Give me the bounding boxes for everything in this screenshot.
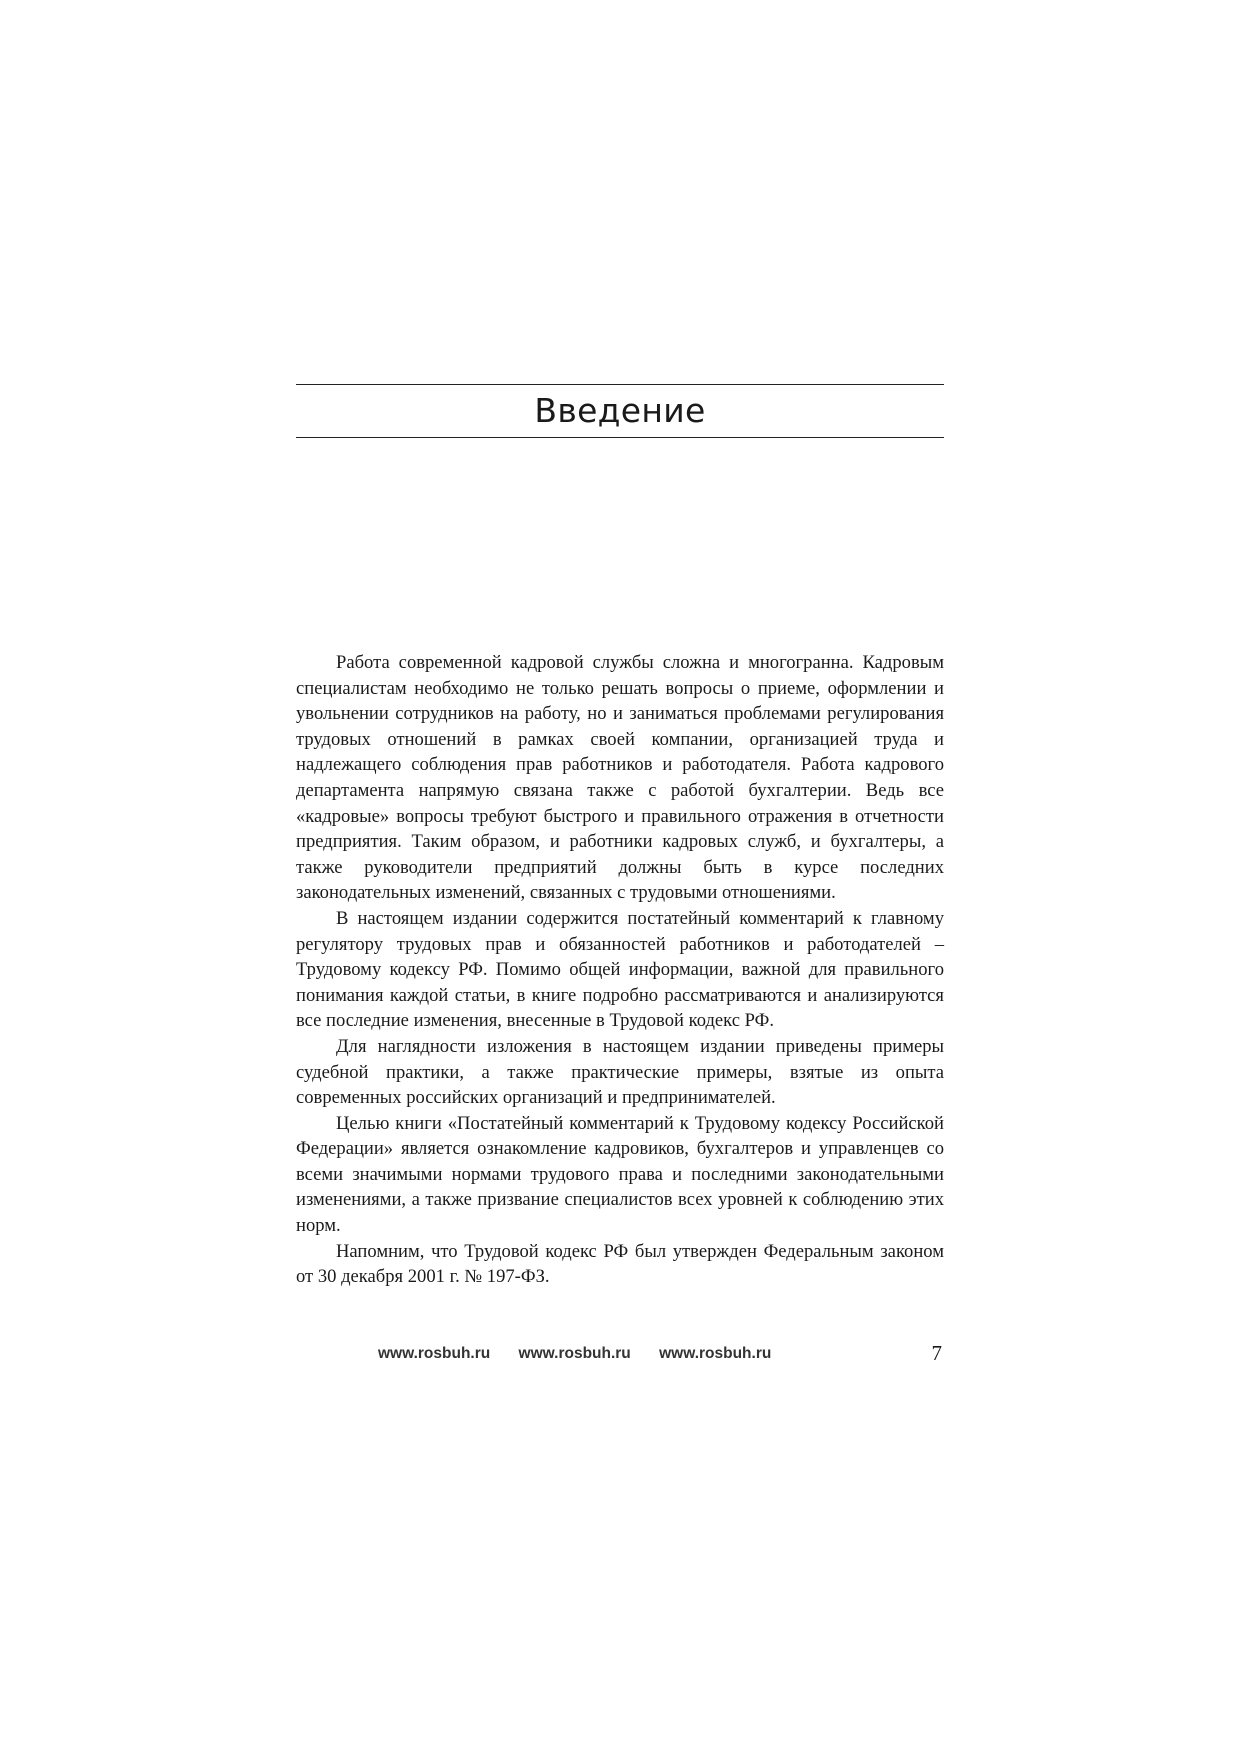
page-number: 7 — [931, 1341, 942, 1365]
paragraph: Работа современной кадровой службы сложна и многогранна. Кадровым специалистам необходимо не только решать вопросы о приеме, оформлении и увольнении сотрудников на работу, но и заниматься проблемами регулирования трудовых отношений в рамках своей компании, организацией труда и надлежащего соблюдения прав работников и работодателя. Работа кадрового департамента напрямую связана также с работой бухгалтерии. Ведь все «кадровые» вопросы требуют быстрого и правильного отражения в отчетности предприятия. Таким образом, и работники кадровых служб, и бухгалтеры, а также руководители предприятий должны быть в курсе последних законодательных изменений, связанных с трудовыми отношениями. — [296, 652, 944, 904]
footer-link[interactable]: www.rosbuh.ru — [518, 1345, 631, 1362]
paragraph: Целью книги «Постатейный комментарий к Трудовому кодексу Российской Федерации» является ознакомление кадровиков, бухгалтеров и управленцев со всеми значимыми нормами трудового права и последними законодательными изменениями, а также призвание специалистов всех уровней к соблюдению этих норм. — [296, 1112, 944, 1237]
page-title: Введение — [534, 391, 706, 430]
footer-link[interactable]: www.rosbuh.ru — [659, 1345, 772, 1362]
paragraph: Для наглядности изложения в настоящем издании приведены примеры судебной практики, а также практические примеры, взятые из опыта современных российских организаций и предпринимателей. — [296, 1035, 944, 1109]
paragraph: Напомним, что Трудовой кодекс РФ был утвержден Федеральным законом от 30 декабря 2001 г. № 197-ФЗ. — [296, 1240, 944, 1288]
page-footer — [296, 1342, 944, 1368]
paragraph: В настоящем издании содержится постатейный комментарий к главному регулятору трудовых прав и обязанностей работников и работодателей – Трудовому кодексу РФ. Помимо общей информации, важной для правильного понимания каждой статьи, в книге подробно рассматриваются и анализируются все последние изменения, внесенные в Трудовой кодекс РФ. — [296, 907, 944, 1032]
footer-links — [378, 1342, 793, 1366]
body-text — [296, 650, 944, 1290]
heading-block — [296, 384, 944, 438]
footer-link[interactable]: www.rosbuh.ru — [378, 1345, 491, 1362]
